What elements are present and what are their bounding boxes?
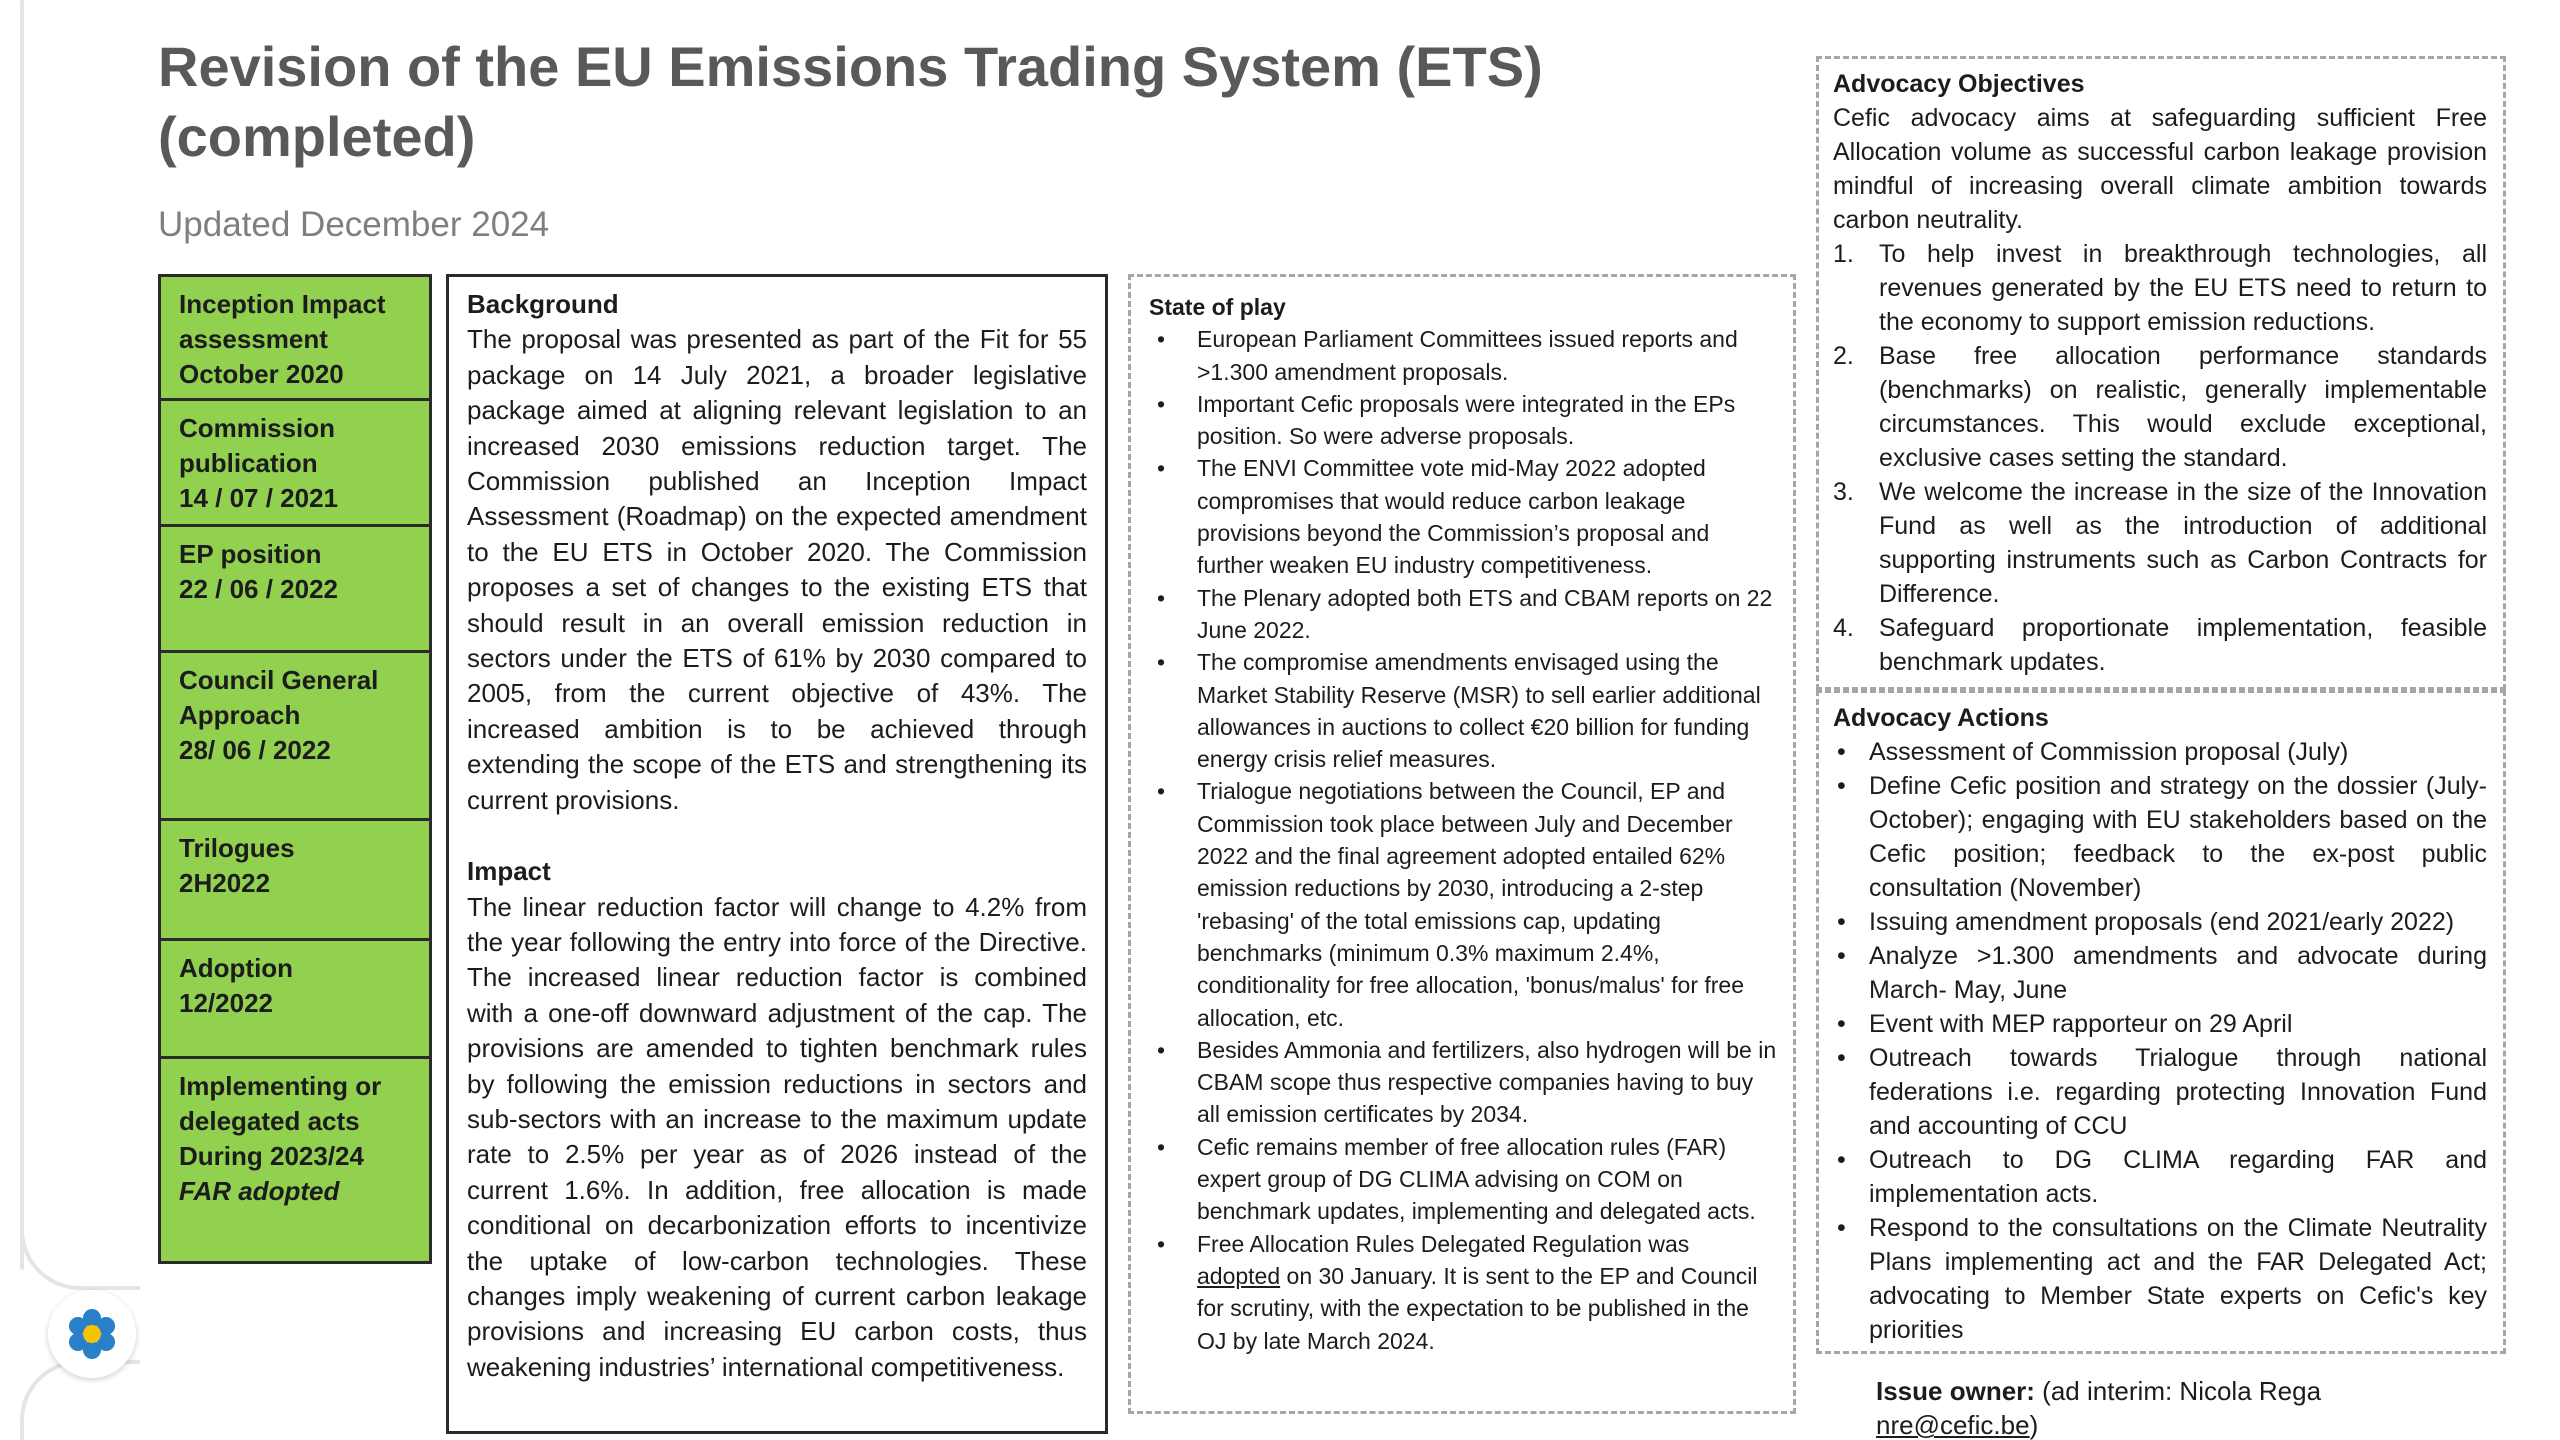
timeline-item-implementing: Implementing or delegated acts During 2023/24 FAR adopted xyxy=(179,1071,382,1206)
issue-owner-label: Issue owner: xyxy=(1876,1376,2035,1406)
impact-heading: Impact xyxy=(467,856,551,887)
issue-owner: Issue owner: (ad interim: Nicola Rega nre@cefic.be) xyxy=(1876,1376,2322,1440)
list-item: • Event with MEP rapporteur on 29 April xyxy=(1833,1007,2487,1041)
timeline-item-council: Council General Approach 28/ 06 / 2022 xyxy=(161,653,429,821)
rail-curve-top xyxy=(20,1220,140,1290)
list-item: • Free Allocation Rules Delegated Regulation was adopted on 30 January. It is sent to the EP and Council for scrutiny, with the expectation to be published in the OJ by late March 2024. xyxy=(1149,1228,1777,1357)
issue-owner-name: (ad interim: Nicola Rega xyxy=(2034,1376,2322,1406)
list-item: • Besides Ammonia and fertilizers, also hydrogen will be in CBAM scope thus respective companies having to buy all emission certificates by 2034. xyxy=(1149,1034,1777,1131)
list-item: • Issuing amendment proposals (end 2021/early 2022) xyxy=(1833,905,2487,939)
list-item: 3. We welcome the increase in the size of the Innovation Fund as well as the introduction of additional supporting instruments such as Carbon Contracts for Difference. xyxy=(1833,478,2487,608)
list-item: • European Parliament Committees issued reports and >1.300 amendment proposals. xyxy=(1149,323,1777,388)
left-rail xyxy=(0,0,26,1440)
list-item: • Define Cefic position and strategy on the dossier (July-October); engaging with EU stakeholders based on the Cefic position; feedback to the ex-post public consultation (November) xyxy=(1833,769,2487,905)
background-heading: Background xyxy=(467,289,619,319)
timeline-item-trilogues: Trilogues 2H2022 xyxy=(161,821,429,941)
list-item: • Trialogue negotiations between the Council, EP and Commission took place between July and December 2022 and the final agreement adopted entailed 62% emission reductions by 2030, introducing a 2-step 'rebasing' of the total emissions cap, updating benchmarks (minimum 0.3% maximum 2.4%, conditionality for free allocation, 'bonus/malus' for free allocation, etc. xyxy=(1149,775,1777,1033)
list-item: 1. To help invest in breakthrough technologies, all revenues generated by the EU ETS need to return to the economy to support emission reductions. xyxy=(1833,240,2487,336)
state-of-play-panel xyxy=(1128,274,1796,1414)
list-item: • Respond to the consultations on the Climate Neutrality Plans implementing act and the FAR Delegated Act; advocating to Member State experts on Cefic's key priorities xyxy=(1833,1211,2487,1347)
timeline-item-ep-position: EP position 22 / 06 / 2022 xyxy=(161,527,429,653)
impact-text: The linear reduction factor will change to 4.2% from the year following the entry into force of the Directive. The increased linear reduction factor is combined with a one-off downward adjustment of the cap. The provisions are amended to tighten benchmark rules by following the emission reductions in sectors and sub-sectors with an increase to the maximum update rate to 2.5% per year as of 2026 instead of the current 1.6%. In addition, free allocation is made conditional on decarbonization efforts to incentivize the uptake of low-carbon technologies. These changes imply weakening of current carbon leakage provisions and increasing EU carbon costs, thus weakening industries’ international competitiveness. xyxy=(467,891,1087,1382)
objectives-heading: Advocacy Objectives xyxy=(1833,70,2085,98)
timeline-item-commission: Commission publication 14 / 07 / 2021 xyxy=(161,401,429,527)
state-of-play-heading: State of play xyxy=(1149,294,1286,320)
list-item: 2. Base free allocation performance standards (benchmarks) on realistic, generally implementable circumstances. This would exclude exceptional, exclusive cases setting the standard. xyxy=(1833,342,2487,472)
actions-list xyxy=(1833,735,2487,1347)
timeline-item-adoption: Adoption 12/2022 xyxy=(161,941,429,1059)
list-item: • Important Cefic proposals were integrated in the EPs position. So were adverse proposals. xyxy=(1149,388,1777,453)
state-of-play-list xyxy=(1149,323,1777,1357)
flower-icon xyxy=(64,1306,120,1362)
advocacy-actions-panel xyxy=(1816,690,2506,1354)
list-item: • The Plenary adopted both ETS and CBAM reports on 22 June 2022. xyxy=(1149,582,1777,647)
list-item: • Outreach to DG CLIMA regarding FAR and implementation acts. xyxy=(1833,1143,2487,1211)
adopted-link[interactable]: adopted xyxy=(1197,1262,1281,1289)
list-item: • Cefic remains member of free allocation rules (FAR) expert group of DG CLIMA advising on COM on benchmark updates, implementing and delegated acts. xyxy=(1149,1131,1777,1228)
background-text: The proposal was presented as part of the Fit for 55 package on 14 July 2021, a broader legislative package aimed at aligning relevant legislation to an increased 2030 emissions reduction target. The Commission published an Inception Impact Assessment (Roadmap) on the expected amendment to the EU ETS in October 2020. The Commission proposes a set of changes to the existing ETS that should result in an overall emission reduction in sectors under the ETS of 61% by 2030 compared to 2005, from the current objective of 43%. The increased ambition is to be achieved through extending the scope of the ETS and strengthening its current provisions. xyxy=(467,324,1087,815)
objectives-list xyxy=(1833,237,2487,679)
rail-line xyxy=(20,0,24,1270)
objectives-intro: Cefic advocacy aims at safeguarding sufficient Free Allocation volume as successful carbon leakage provision mindful of increasing overall climate ambition towards carbon neutrality. xyxy=(1833,104,2487,234)
page-title: Revision of the EU Emissions Trading System (ETS) (completed) xyxy=(158,35,1543,168)
cefic-flower-logo-icon[interactable] xyxy=(48,1290,136,1378)
list-item: • Outreach towards Trialogue through national federations i.e. regarding protecting Innovation Fund and accounting of CCU xyxy=(1833,1041,2487,1143)
list-item: 4. Safeguard proportionate implementation, feasible benchmark updates. xyxy=(1833,614,2487,676)
actions-heading: Advocacy Actions xyxy=(1833,704,2049,732)
updated-date: Updated December 2024 xyxy=(158,205,550,244)
list-item: • Analyze >1.300 amendments and advocate during March- May, June xyxy=(1833,939,2487,1007)
list-item: • The ENVI Committee vote mid-May 2022 adopted compromises that would reduce carbon leakage provisions beyond the Commission’s proposal and further weaken EU industry competitiveness. xyxy=(1149,452,1777,581)
issue-owner-email-link[interactable]: nre@cefic.be xyxy=(1876,1410,2030,1440)
list-item: • Assessment of Commission proposal (July) xyxy=(1833,735,2487,769)
advocacy-objectives-panel xyxy=(1816,56,2506,690)
background-impact-panel xyxy=(446,274,1108,1434)
list-item: • The compromise amendments envisaged using the Market Stability Reserve (MSR) to sell earlier additional allowances in auctions to collect €20 billion for funding energy crisis relief measures. xyxy=(1149,646,1777,775)
timeline-item-inception: Inception Impact assessment October 2020 xyxy=(161,277,429,401)
timeline-panel xyxy=(158,274,432,1264)
